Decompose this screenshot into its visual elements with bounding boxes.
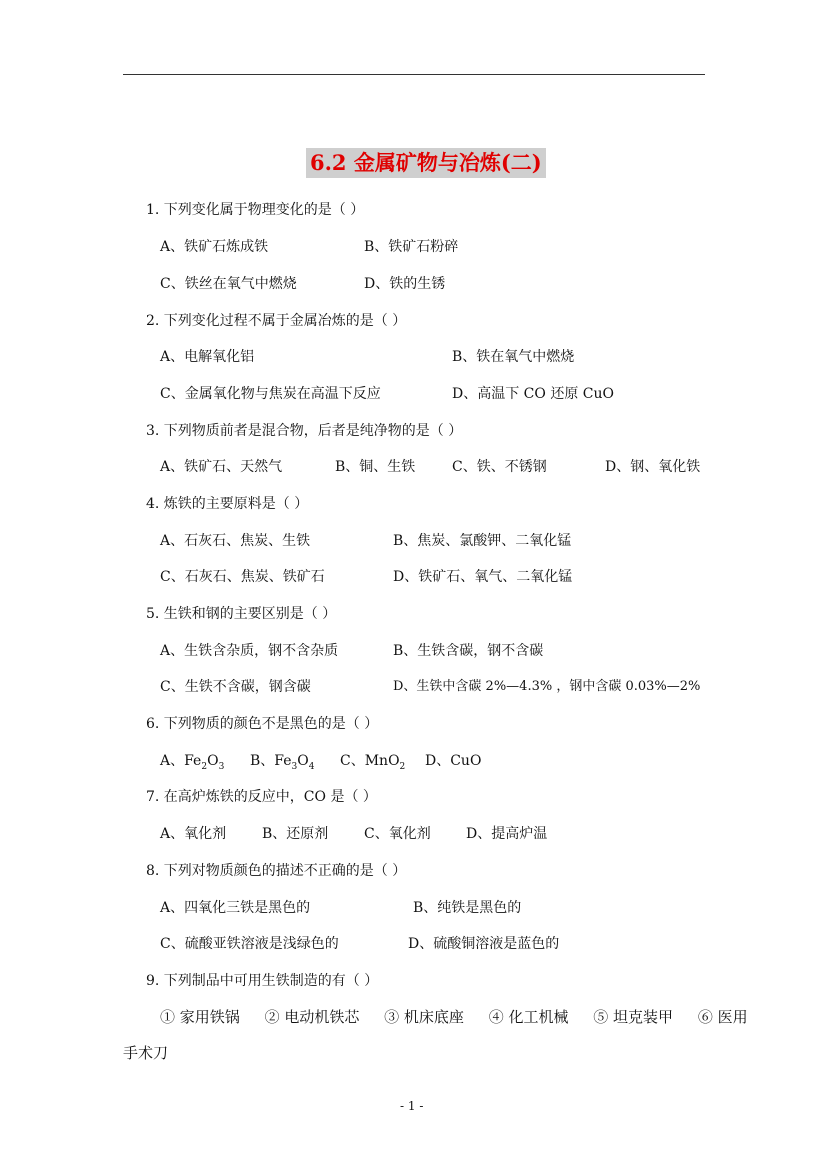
q3-option-c: C、铁、不锈钢: [452, 459, 547, 475]
question-1: 1. 下列变化属于物理变化的是（ ）: [146, 202, 365, 218]
q6-option-a: A、$Fe_2O_3$: [160, 753, 225, 772]
question-9: 9. 下列制品中可用生铁制造的有（ ）: [146, 973, 379, 989]
q1-option-a: A、铁矿石炼成铁: [160, 239, 269, 255]
q5-option-a: A、生铁含杂质，钢不含杂质: [160, 643, 339, 659]
q1-option-d: D、铁的生锈: [364, 276, 446, 292]
q7-option-c: C、氧化剂: [364, 826, 431, 842]
q7-option-a: A、氧化剂: [160, 826, 227, 842]
page-title: 6.2 金属矿物与冶炼(二): [306, 148, 546, 178]
q5-option-b: B、生铁含碳，钢不含碳: [393, 643, 544, 659]
q1-option-c: C、铁丝在氧气中燃烧: [160, 276, 297, 292]
q9-item-3: ③ 机床底座: [384, 1008, 464, 1026]
q8-option-c: C、硫酸亚铁溶液是浅绿色的: [160, 936, 339, 952]
question-7: 7. 在高炉炼铁的反应中，CO 是（ ）: [146, 789, 377, 805]
question-3: 3. 下列物质前者是混合物，后者是纯净物的是（ ）: [146, 423, 463, 439]
q2-option-d: D、高温下 CO 还原 CuO: [452, 386, 614, 402]
q9-items: [160, 1008, 748, 1026]
q2-option-b: B、铁在氧气中燃烧: [452, 349, 575, 365]
q9-item-4: ④ 化工机械: [488, 1008, 569, 1026]
q5-option-c: C、生铁不含碳，钢含碳: [160, 679, 311, 695]
q3-option-d: D、钢、氧化铁: [605, 459, 701, 475]
question-2: 2. 下列变化过程不属于金属冶炼的是（ ）: [146, 313, 407, 329]
question-6: 6. 下列物质的颜色不是黑色的是（ ）: [146, 716, 379, 732]
question-4: 4. 炼铁的主要原料是（ ）: [146, 496, 309, 512]
q4-option-b: B、焦炭、氯酸钾、二氧化锰: [393, 533, 572, 549]
q9-continuation: 手术刀: [123, 1044, 169, 1062]
q3-option-a: A、铁矿石、天然气: [160, 459, 283, 475]
header-rule: [123, 74, 705, 75]
q9-item-6: ⑥ 医用: [697, 1008, 748, 1026]
q3-option-b: B、铜、生铁: [335, 459, 416, 475]
q6-option-c: C、MnO$_2$: [340, 753, 406, 772]
q7-option-b: B、还原剂: [262, 826, 329, 842]
q6-option-d: D、CuO: [425, 753, 482, 769]
q8-option-b: B、纯铁是黑色的: [413, 900, 522, 916]
q4-option-c: C、石灰石、焦炭、铁矿石: [160, 569, 325, 585]
q4-option-d: D、铁矿石、氧气、二氧化锰: [393, 569, 573, 585]
page-number: - 1 -: [400, 1099, 424, 1113]
question-5: 5. 生铁和钢的主要区别是（ ）: [146, 606, 337, 622]
q8-option-a: A、四氧化三铁是黑色的: [160, 900, 311, 916]
q9-item-1: ① 家用铁锅: [160, 1008, 240, 1026]
q4-option-a: A、石灰石、焦炭、生铁: [160, 533, 311, 549]
q1-option-b: B、铁矿石粉碎: [364, 239, 459, 255]
q9-item-2: ② 电动机铁芯: [264, 1008, 360, 1026]
q5-option-d: D、生铁中含碳 2%—4.3% ，钢中含碳 0.03%—2%: [393, 679, 701, 694]
q2-option-c: C、金属氧化物与焦炭在高温下反应: [160, 386, 381, 402]
q9-item-5: ⑤ 坦克装甲: [593, 1008, 674, 1026]
question-8: 8. 下列对物质颜色的描述不正确的是（ ）: [146, 863, 407, 879]
q2-option-a: A、电解氧化铝: [160, 349, 255, 365]
q7-option-d: D、提高炉温: [466, 826, 548, 842]
q8-option-d: D、硫酸铜溶液是蓝色的: [408, 936, 560, 952]
q6-option-b: B、$Fe_3O_4$: [250, 753, 315, 772]
